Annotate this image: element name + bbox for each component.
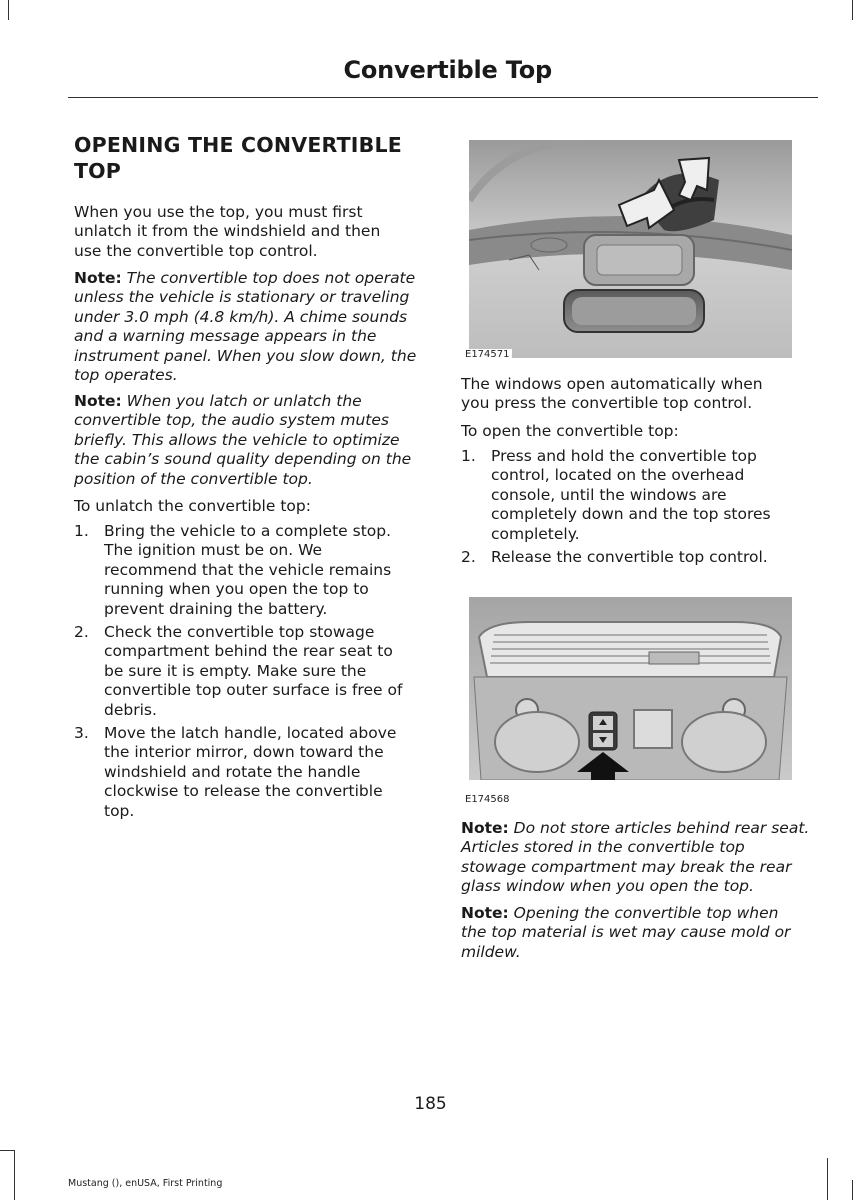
list-line: be sure it is empty. Make sure the bbox=[104, 661, 367, 680]
page-number: 185 bbox=[414, 1094, 447, 1114]
list-line: console, until the windows are bbox=[491, 485, 727, 504]
note-line: When you latch or unlatch the bbox=[121, 392, 362, 410]
note-line: The convertible top does not operate bbox=[121, 269, 416, 287]
note-operation-speed bbox=[74, 269, 434, 385]
intro-paragraph bbox=[74, 203, 426, 261]
list-line: completely. bbox=[491, 524, 580, 543]
note-audio-mute bbox=[74, 392, 434, 489]
intro-line: When you use the top, you must first bbox=[74, 203, 363, 221]
note-line: stowage compartment may break the rear bbox=[461, 857, 792, 876]
section-heading-line-1: OPENING THE CONVERTIBLE bbox=[74, 133, 402, 157]
header-divider bbox=[68, 97, 818, 98]
list-line: control, located on the overhead bbox=[491, 466, 745, 485]
paragraph-line: you press the convertible top control. bbox=[461, 394, 753, 413]
crop-mark-bottom-left-h bbox=[0, 1150, 14, 1151]
latch-handle-illustration bbox=[469, 140, 792, 358]
note-line: briefly. This allows the vehicle to optimize bbox=[74, 430, 400, 449]
list-text bbox=[491, 548, 768, 567]
crop-mark-top-left bbox=[8, 0, 9, 20]
note-line: convertible top, the audio system mutes bbox=[74, 411, 389, 430]
list-line: completely down and the top stores bbox=[491, 505, 771, 524]
note-line: Opening the convertible top when bbox=[508, 904, 779, 922]
figure-code: E174568 bbox=[465, 794, 510, 805]
list-text bbox=[104, 623, 402, 720]
section-heading bbox=[74, 132, 426, 184]
windows-paragraph bbox=[461, 375, 813, 414]
open-intro: To open the convertible top: bbox=[461, 422, 679, 440]
list-item bbox=[461, 548, 813, 568]
paragraph-line: The windows open automatically when bbox=[461, 375, 763, 393]
list-number: 1. bbox=[74, 522, 89, 540]
note-line: unless the vehicle is stationary or traveling bbox=[74, 288, 410, 307]
list-line: debris. bbox=[104, 700, 157, 719]
list-line: The ignition must be on. We bbox=[104, 541, 323, 560]
list-number: 3. bbox=[74, 724, 89, 742]
list-item bbox=[74, 724, 426, 822]
note-line: the top material is wet may cause mold or bbox=[461, 923, 791, 942]
note-wet-top bbox=[461, 904, 821, 962]
list-text bbox=[104, 522, 391, 619]
page-header-title: Convertible Top bbox=[343, 56, 552, 84]
note-line: glass window when you open the top. bbox=[461, 877, 754, 896]
note-line: and a warning message appears in the bbox=[74, 327, 377, 346]
list-text bbox=[104, 724, 396, 821]
list-line: windshield and rotate the handle bbox=[104, 762, 361, 781]
intro-line: use the convertible top control. bbox=[74, 241, 318, 260]
printing-info: Mustang (), enUSA, First Printing bbox=[68, 1178, 223, 1189]
intro-line: unlatch it from the windshield and then bbox=[74, 222, 381, 241]
note-label: Note: bbox=[74, 392, 122, 410]
list-item bbox=[74, 623, 426, 721]
list-number: 2. bbox=[461, 548, 476, 566]
list-line: Move the latch handle, located above bbox=[104, 724, 397, 742]
figure-latch-handle bbox=[469, 140, 792, 358]
list-line: running when you open the top to bbox=[104, 580, 369, 599]
list-item bbox=[461, 447, 813, 545]
list-number: 1. bbox=[461, 447, 476, 465]
crop-mark-bottom-left bbox=[14, 1150, 15, 1200]
note-label: Note: bbox=[74, 269, 122, 287]
list-line: Check the convertible top stowage bbox=[104, 623, 375, 641]
crop-mark-bottom-right bbox=[827, 1158, 828, 1200]
list-line: the interior mirror, down toward the bbox=[104, 743, 384, 762]
list-line: Press and hold the convertible top bbox=[491, 447, 757, 465]
note-label: Note: bbox=[461, 819, 509, 837]
note-line: Articles stored in the convertible top bbox=[461, 838, 745, 857]
note-line: position of the convertible top. bbox=[74, 469, 313, 488]
unlatch-intro: To unlatch the convertible top: bbox=[74, 497, 311, 515]
list-line: clockwise to release the convertible bbox=[104, 782, 383, 801]
crop-mark-bottom-right-2 bbox=[852, 1180, 853, 1200]
list-line: prevent draining the battery. bbox=[104, 599, 328, 618]
list-line: Bring the vehicle to a complete stop. bbox=[104, 522, 392, 540]
note-label: Note: bbox=[461, 904, 509, 922]
list-line: convertible top outer surface is free of bbox=[104, 681, 403, 700]
note-stowage bbox=[461, 819, 821, 897]
figure-overhead-console bbox=[469, 597, 792, 780]
note-line: instrument panel. When you slow down, the bbox=[74, 346, 417, 365]
list-line: recommend that the vehicle remains bbox=[104, 560, 392, 579]
list-line: top. bbox=[104, 801, 135, 820]
note-line: top operates. bbox=[74, 366, 178, 385]
list-line: compartment behind the rear seat to bbox=[104, 642, 393, 661]
list-item bbox=[74, 522, 426, 620]
list-number: 2. bbox=[74, 623, 89, 641]
overhead-console-illustration bbox=[469, 597, 792, 780]
list-text bbox=[491, 447, 771, 544]
note-line: the cabin’s sound quality depending on the bbox=[74, 450, 412, 469]
section-heading-line-2: TOP bbox=[74, 159, 122, 183]
figure-code: E174571 bbox=[465, 349, 510, 360]
list-line: Release the convertible top control. bbox=[491, 548, 768, 566]
note-line: mildew. bbox=[461, 942, 521, 961]
crop-mark-top-right bbox=[852, 0, 853, 20]
note-line: under 3.0 mph (4.8 km/h). A chime sounds bbox=[74, 307, 408, 326]
note-line: Do not store articles behind rear seat. bbox=[508, 819, 810, 837]
